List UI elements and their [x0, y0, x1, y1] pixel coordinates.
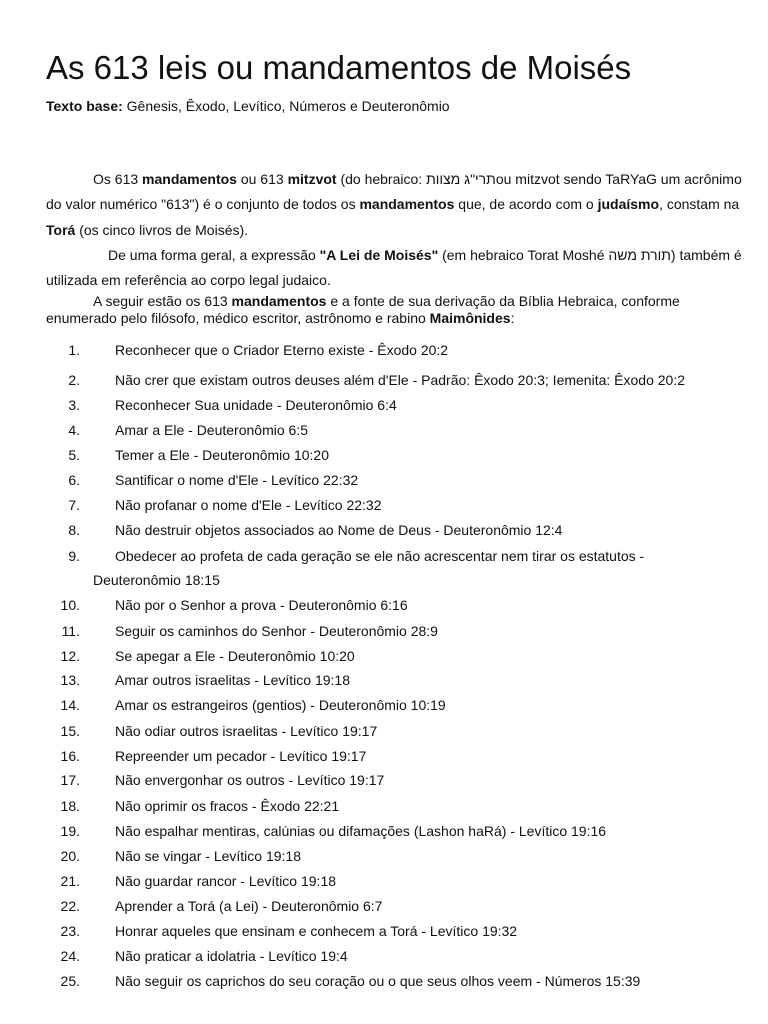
item-text: Santificar o nome d'Ele - Levítico 22:32 — [115, 472, 359, 488]
list-item — [46, 947, 746, 965]
item-number: 10. — [60, 597, 80, 613]
item-number: 16. — [60, 748, 80, 764]
intro-paragraph-1 — [46, 167, 746, 243]
bold-term: judaísmo — [597, 196, 660, 213]
intro-paragraph-3 — [46, 293, 746, 327]
item-text: Reconhecer que o Criador Eterno existe - Êxodo 20:2 — [115, 342, 449, 358]
item-number: 12. — [60, 648, 80, 664]
bold-term: mandamentos — [359, 196, 455, 213]
text-run: , constam na — [659, 196, 740, 213]
item-number: 21. — [60, 873, 80, 889]
bold-term: "A Lei de Moisés" — [319, 247, 439, 263]
source-texts-line — [46, 97, 450, 115]
list-item — [46, 722, 746, 740]
item-number: 14. — [60, 697, 80, 713]
text-run: ou 613 — [236, 171, 288, 187]
list-item — [46, 747, 746, 765]
item-text: Não profanar o nome d'Ele - Levítico 22:32 — [115, 497, 382, 513]
source-texts-label: Texto base: — [46, 98, 123, 114]
item-text: Não oprimir os fracos - Êxodo 22:21 — [115, 798, 340, 814]
list-item — [46, 797, 746, 815]
text-run: que, de acordo com o — [454, 196, 598, 213]
item-text: Seguir os caminhos do Senhor - Deuteronômio 28:9 — [115, 623, 438, 639]
item-text: Se apegar a Ele - Deuteronômio 10:20 — [115, 648, 355, 664]
item-text: Não se vingar - Levítico 19:18 — [115, 848, 301, 864]
bold-term: Torá — [46, 221, 76, 238]
bold-term: mandamentos — [231, 293, 327, 309]
item-number: 3. — [68, 397, 80, 413]
text-run: ) também é utilizada em referência ao corpo legal judaico. — [46, 247, 742, 288]
item-text: Não seguir os caprichos do seu coração ou o que seus olhos veem - Números 15:39 — [115, 973, 641, 989]
item-number: 25. — [60, 973, 80, 989]
list-item — [46, 421, 746, 439]
item-number: 5. — [68, 447, 80, 463]
item-text: Amar outros israelitas - Levítico 19:18 — [115, 672, 350, 688]
text-run: (do hebraico: — [336, 171, 427, 187]
text-run: ou mitzvot sendo TaRYaG um acrônimo do valor numérico "613") é o conjunto de todos os — [46, 171, 742, 213]
item-number: 19. — [60, 823, 80, 839]
text-run: e a fonte de sua derivação da Bíblia Hebraica, conforme enumerado pelo filósofo, médico escritor, astrônomo e rabino — [46, 293, 680, 326]
item-text: Temer a Ele - Deuteronômio 10:20 — [115, 447, 329, 463]
item-text: Não por o Senhor a prova - Deuteronômio 6:16 — [115, 597, 408, 613]
item-number: 2. — [68, 372, 80, 388]
bold-term: mitzvot — [287, 171, 337, 187]
item-number: 8. — [68, 522, 80, 538]
list-item — [46, 872, 746, 890]
item-text: Honrar aqueles que ensinam e conhecem a Torá - Levítico 19:32 — [115, 923, 518, 939]
item-number: 24. — [60, 948, 80, 964]
item-text: Amar os estrangeiros (gentios) - Deuteronômio 10:19 — [115, 697, 446, 713]
list-item — [46, 471, 746, 489]
item-number: 20. — [60, 848, 80, 864]
list-item — [46, 341, 746, 359]
list-item — [46, 922, 746, 940]
item-number: 23. — [60, 923, 80, 939]
bold-term: Maimônides — [429, 310, 511, 326]
list-item — [46, 496, 746, 514]
item-text: Não envergonhar os outros - Levítico 19:17 — [115, 772, 385, 788]
item-text: Amar a Ele - Deuteronômio 6:5 — [115, 422, 308, 438]
list-item — [46, 696, 746, 714]
list-item — [46, 547, 746, 589]
item-number: 7. — [68, 497, 80, 513]
text-run: : — [510, 310, 515, 326]
list-item — [46, 671, 746, 689]
item-text-continuation: Deuteronômio 18:15 — [93, 572, 220, 588]
list-item — [46, 897, 746, 915]
item-number: 6. — [68, 472, 80, 488]
item-text: Reconhecer Sua unidade - Deuteronômio 6:4 — [115, 397, 397, 413]
item-text: Não espalhar mentiras, calúnias ou difamações (Lashon haRá) - Levítico 19:16 — [115, 823, 607, 839]
item-text: Não crer que existam outros deuses além d'Ele - Padrão: Êxodo 20:3; Iemenita: Êxodo 20:2 — [115, 372, 685, 388]
list-item — [46, 771, 746, 789]
list-item — [46, 972, 746, 990]
item-text: Não odiar outros israelitas - Levítico 19:17 — [115, 723, 378, 739]
hebrew-term: תרי"ג מצוות — [426, 171, 496, 187]
item-text: Aprender a Torá (a Lei) - Deuteronômio 6:7 — [115, 898, 383, 914]
text-run: De uma forma geral, a expressão — [108, 247, 320, 263]
text-run: (em hebraico Torat Moshé — [438, 247, 609, 263]
item-number: 13. — [60, 672, 80, 688]
text-run: Os 613 — [93, 171, 143, 187]
item-text: Não destruir objetos associados ao Nome de Deus - Deuteronômio 12:4 — [115, 522, 563, 538]
item-text: Não praticar a idolatria - Levítico 19:4 — [115, 948, 348, 964]
list-item — [46, 596, 746, 614]
list-item — [46, 647, 746, 665]
item-text: Obedecer ao profeta de cada geração se ele não acrescentar nem tirar os estatutos - — [115, 548, 645, 564]
item-number: 15. — [60, 723, 80, 739]
item-number: 4. — [68, 422, 80, 438]
list-item — [46, 446, 746, 464]
item-number: 11. — [61, 623, 80, 639]
bold-term: mandamentos — [142, 171, 237, 187]
item-number: 1. — [68, 342, 80, 358]
list-item — [46, 371, 746, 389]
text-run: A seguir estão os 613 — [93, 293, 232, 309]
item-text: Não guardar rancor - Levítico 19:18 — [115, 873, 337, 889]
item-number: 18. — [60, 798, 80, 814]
list-item — [46, 396, 746, 414]
item-text: Repreender um pecador - Levítico 19:17 — [115, 748, 367, 764]
text-run: (os cinco livros de Moisés). — [75, 221, 249, 238]
page-title: As 613 leis ou mandamentos de Moisés — [46, 49, 632, 86]
list-item — [46, 521, 746, 539]
list-item — [46, 822, 746, 840]
intro-paragraph-2 — [46, 243, 746, 293]
item-number: 9. — [68, 548, 80, 564]
list-item — [46, 622, 746, 640]
list-item — [46, 847, 746, 865]
hebrew-term: תורת משה — [608, 247, 671, 263]
item-number: 17. — [60, 772, 80, 788]
source-texts-value: Gênesis, Êxodo, Levítico, Números e Deuteronômio — [126, 98, 450, 114]
item-number: 22. — [60, 898, 80, 914]
